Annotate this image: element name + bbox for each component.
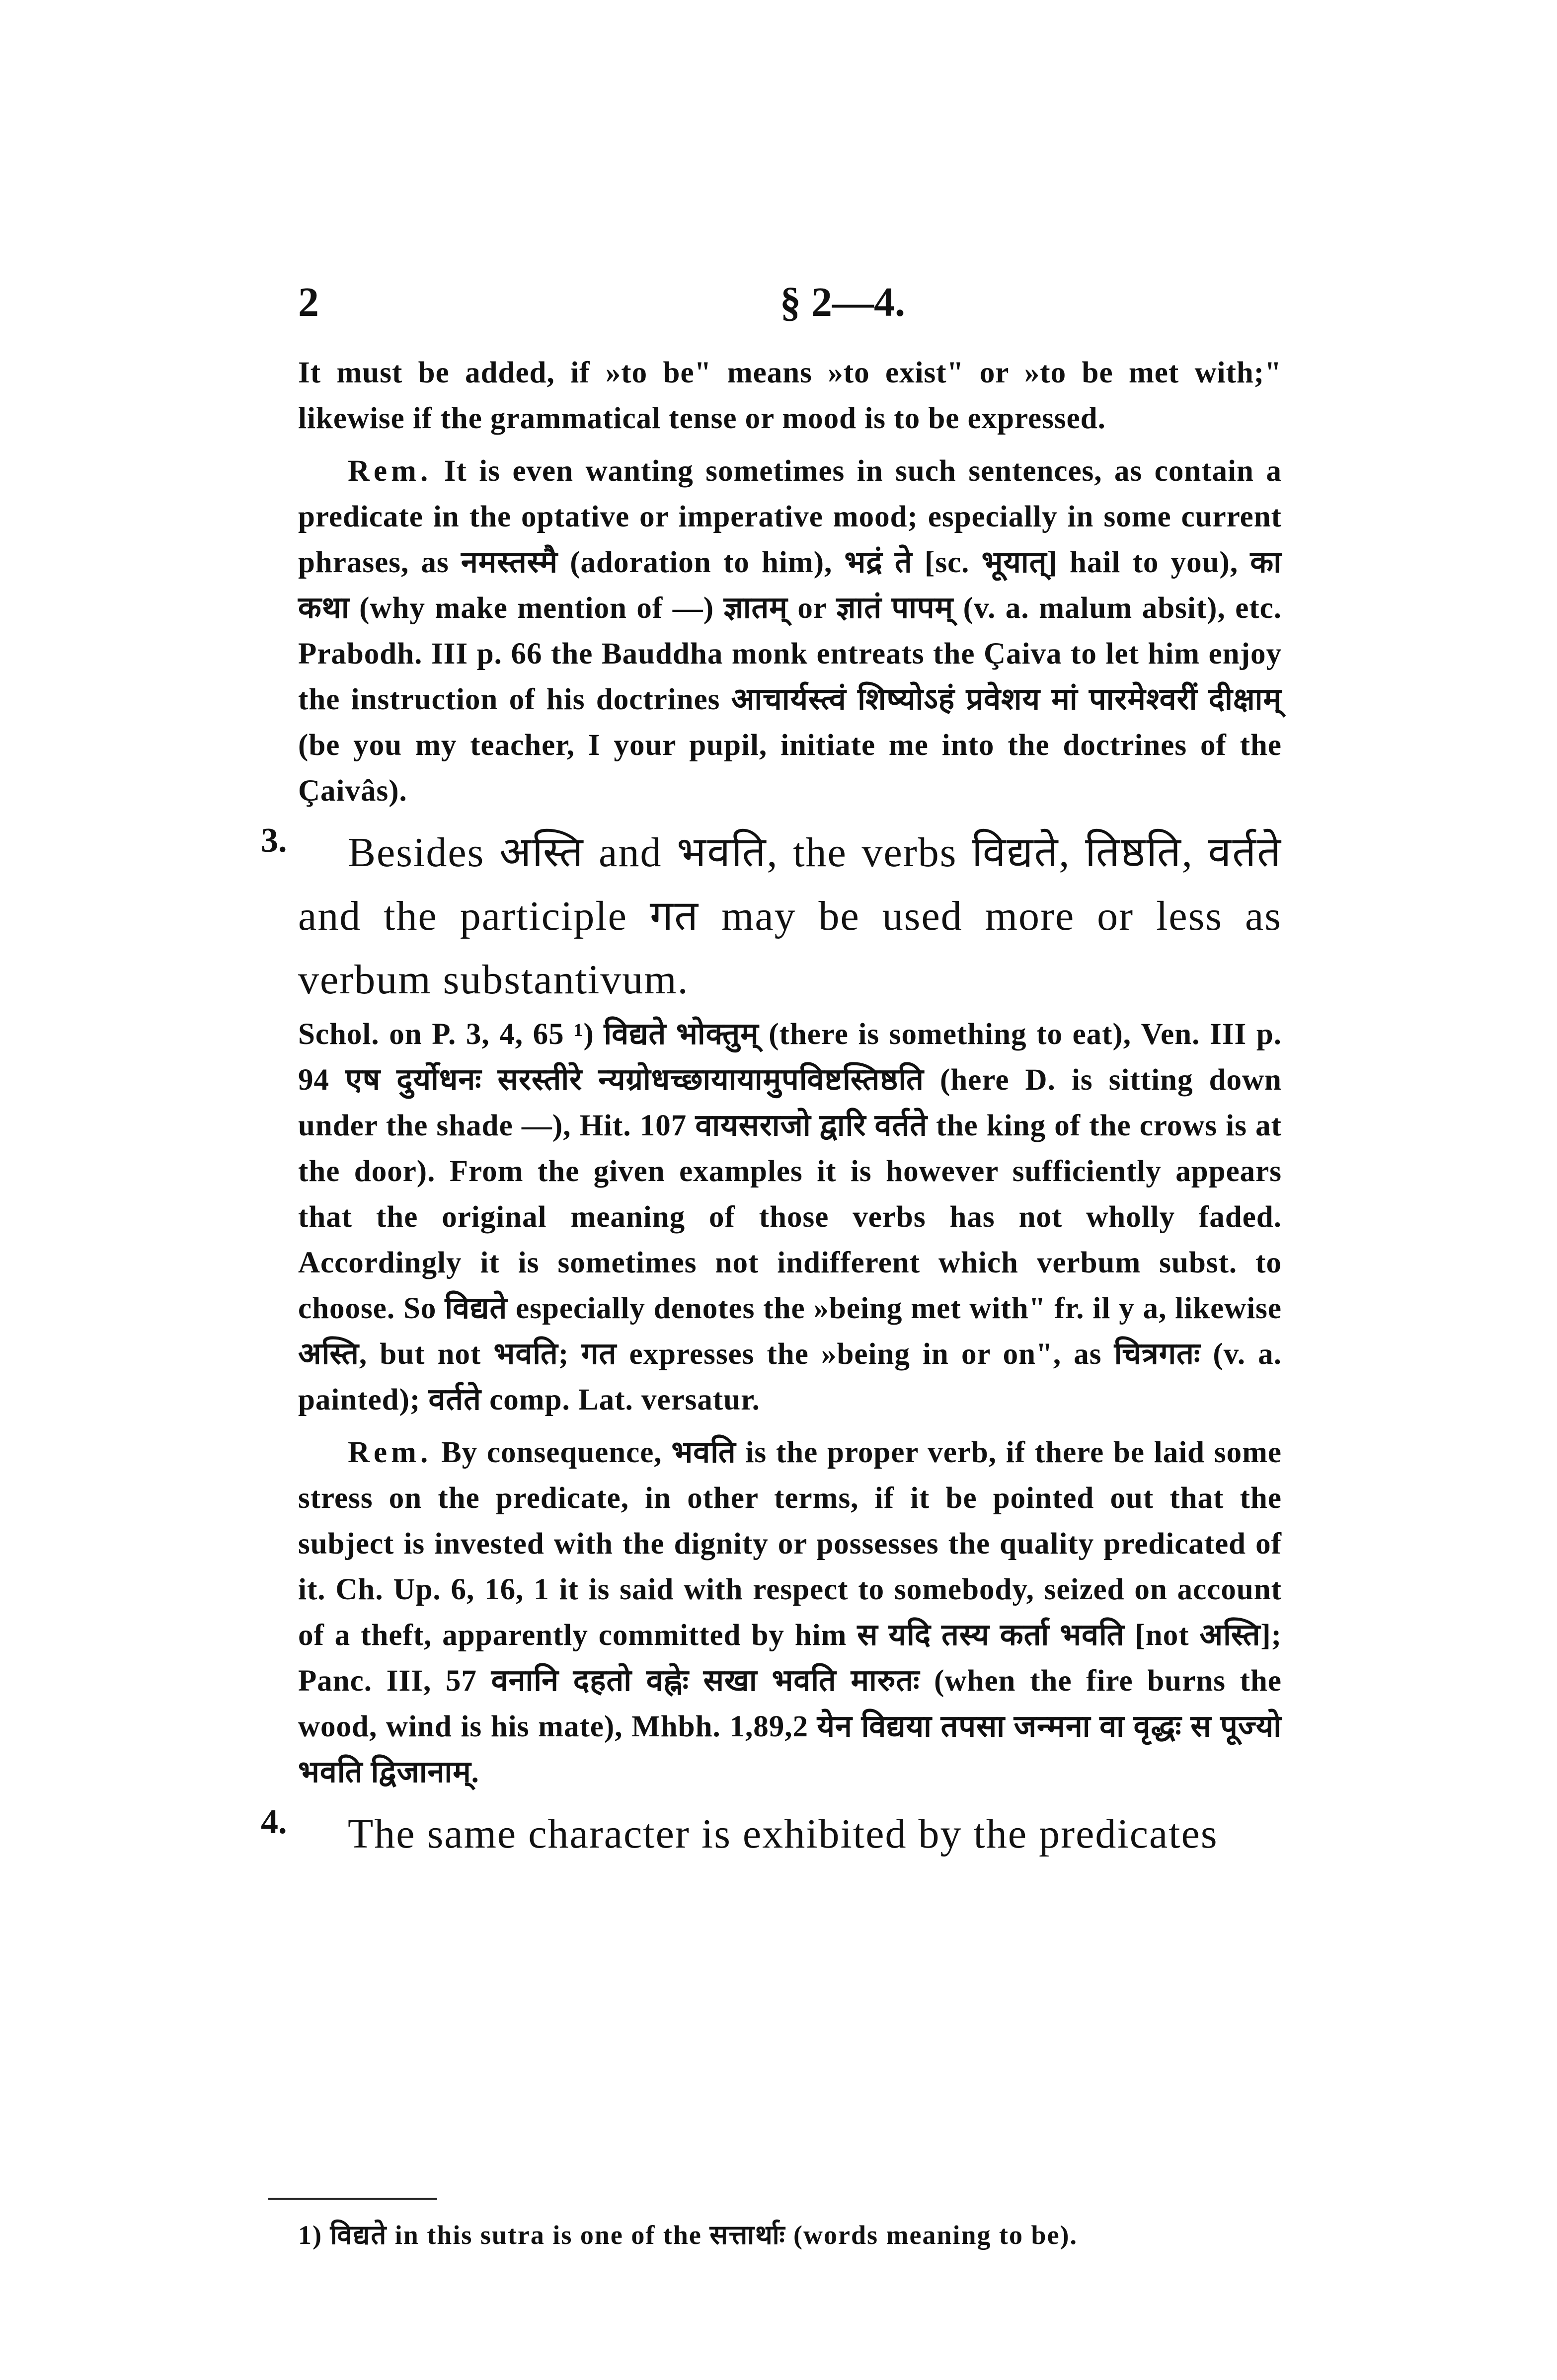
remark-text: By consequence, भवति is the proper verb, if there be laid some stress on the predicate, in other terms, if it be pointed out that the subject is invested with the dignity or possesses the quality predicated of it. Ch. Up. 6, 16, 1 it is said with respect to somebody, seized on account of a theft, apparently committed by him स यदि तस्य कर्ता भवति [not अस्ति]; Panc. III, 57 वनानि दहतो वह्नेः सखा भवति मारुतः (when the fire burns the wood, wind is his mate), Mhbh. 1,89,2 येन विद्यया तपसा जन्मना वा वृद्धः स पूज्यो भवति द्विजानाम्. <box>298 1436 1282 1789</box>
section-3 <box>261 821 1282 1423</box>
page-number: 2 <box>298 279 319 325</box>
section-number: 4. <box>261 1803 287 1841</box>
remark-paragraph-2 <box>298 1430 1282 1795</box>
section-number: 3. <box>261 821 287 860</box>
page-body <box>261 350 1282 1866</box>
section-body-text: Schol. on P. 3, 4, 65 ¹) विद्यते भोक्तुम् (there is something to eat), Ven. III p. 94 एष दुर्योधनः सरस्तीरे न्यग्रोधच्छायायामुपविष्टस्तिष्ठति (here D. is sitting down under the shade —), Hit. 107 वायसराजो द्वारि वर्तते the king of the crows is at the door). From the given examples it is however sufficiently appears that the original meaning of those verbs has not wholly faded. Accordingly it is sometimes not indifferent which verbum subst. to choose. So विद्यते especially denotes the »being met with" fr. il y a, likewise अस्ति, but not भवति; गत expresses the »being in or on", as चित्रगतः (v. a. painted); वर्तते comp. Lat. versatur. <box>298 1018 1282 1416</box>
footnote-divider <box>268 2198 437 2200</box>
footnote: 1) विद्यते in this sutra is one of the सत्तार्थाः (words meaning to be). <box>298 2220 1078 2250</box>
section-lead-text: Besides अस्ति and भवति, the verbs विद्यते, तिष्ठति, वर्तते and the participle गत may be used more or less as verbum substantivum. <box>298 829 1282 1003</box>
section-4 <box>261 1802 1282 1866</box>
section-lead-text: The same character is exhibited by the predicates <box>348 1811 1218 1857</box>
remark-label: Rem. <box>348 454 432 488</box>
paragraph-continuation: It must be added, if »to be" means »to exist" or »to be met with;" likewise if the grammatical tense or mood is to be expressed. <box>298 356 1282 435</box>
remark-label: Rem. <box>348 1436 432 1469</box>
remark-paragraph-1 <box>298 448 1282 814</box>
remark-text: It is even wanting sometimes in such sentences, as contain a predicate in the optative or imperative mood; especially in some current phrases, as नमस्तस्मै (adoration to him), भद्रं ते [sc. भूयात्] hail to you), का कथा (why make mention of —) ज्ञातम् or ज्ञातं पापम् (v. a. malum absit), etc. Prabodh. III p. 66 the Bauddha monk entreats the Çaiva to let him enjoy the instruction of his doctrines आचार्यस्त्वं शिष्योऽहं प्रवेशय मां पारमेश्वरीं दीक्षाम् (be you my teacher, I your pupil, initiate me into the doctrines of the Çaivâs). <box>298 454 1282 808</box>
section-reference: § 2—4. <box>780 279 905 325</box>
page-header <box>298 278 1279 323</box>
